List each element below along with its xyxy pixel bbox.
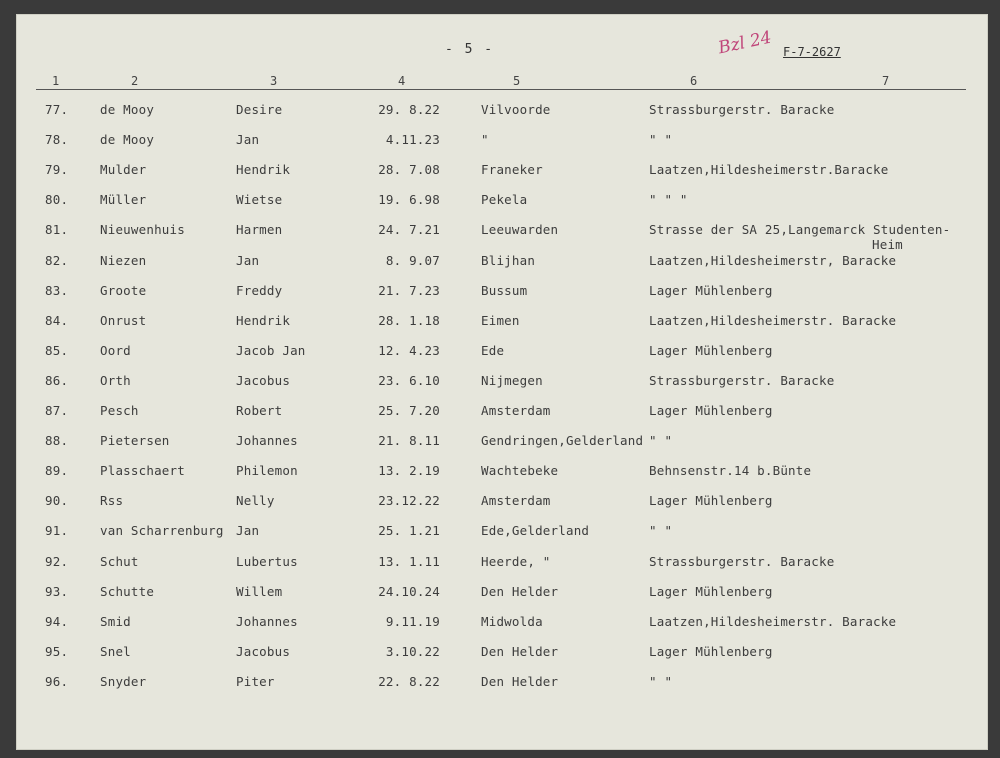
- entry-number: 83.: [45, 282, 69, 298]
- entry-number: 90.: [45, 493, 69, 509]
- table-row: [0, 674, 1000, 692]
- last-name: Smid: [100, 613, 131, 629]
- birth-date: 28. 1.18: [378, 312, 440, 328]
- address: " ": [649, 433, 673, 449]
- entry-number: 87.: [45, 403, 69, 418]
- entry-number: 80.: [45, 192, 69, 208]
- birth-date: 19. 6.98: [378, 192, 440, 208]
- first-name: Wietse: [236, 192, 283, 208]
- birth-place: Gendringen,Gelderland: [481, 433, 644, 449]
- first-name: Johannes: [236, 613, 298, 629]
- birth-place: Midwolda: [481, 613, 543, 629]
- birth-place: Wachtebeke: [481, 463, 559, 479]
- birth-place: Blijhan: [481, 252, 536, 268]
- table-row: [0, 644, 1000, 662]
- page-number: - 5 -: [445, 42, 495, 57]
- first-name: Jan: [236, 252, 260, 268]
- birth-date: 9.11.19: [385, 613, 440, 629]
- last-name: de Mooy: [100, 102, 155, 117]
- last-name: Onrust: [100, 312, 147, 328]
- birth-date: 28. 7.08: [378, 162, 440, 178]
- table-row: [0, 343, 1000, 361]
- birth-place: Amsterdam: [481, 403, 551, 418]
- first-name: Desire: [236, 102, 283, 117]
- last-name: Nieuwenhuis: [100, 222, 185, 238]
- address: Strassburgerstr. Baracke: [649, 102, 835, 117]
- last-name: Plasschaert: [100, 463, 185, 479]
- address: Laatzen,Hildesheimerstr, Baracke: [649, 252, 897, 268]
- birth-place: Eimen: [481, 312, 520, 328]
- birth-date: 22. 8.22: [378, 673, 440, 689]
- birth-place: Ede: [481, 342, 505, 358]
- birth-place: Nijmegen: [481, 372, 543, 388]
- birth-place: Vilvoorde: [481, 102, 551, 117]
- column-number: 3: [270, 74, 278, 88]
- table-row: [0, 283, 1000, 301]
- address-continuation: Heim: [872, 237, 903, 253]
- column-number-header: [0, 74, 1000, 88]
- birth-place: Den Helder: [481, 643, 559, 659]
- birth-date: 4.11.23: [385, 132, 440, 148]
- birth-place: Den Helder: [481, 673, 559, 689]
- address: Behnsenstr.14 b.Bünte: [649, 463, 812, 479]
- entry-number: 93.: [45, 583, 69, 599]
- address: " ": [649, 673, 673, 689]
- address: " " ": [649, 192, 688, 208]
- address: Lager Mühlenberg: [649, 493, 773, 509]
- address: Lager Mühlenberg: [649, 282, 773, 298]
- address: Lager Mühlenberg: [649, 342, 773, 358]
- first-name: Jacobus: [236, 372, 291, 388]
- birth-place: Pekela: [481, 192, 528, 208]
- birth-date: 21. 7.23: [378, 282, 440, 298]
- entry-number: 78.: [45, 132, 69, 148]
- table-row: [0, 554, 1000, 572]
- last-name: Oord: [100, 342, 131, 358]
- last-name: Pietersen: [100, 433, 170, 449]
- column-number: 7: [882, 74, 890, 88]
- entry-number: 92.: [45, 553, 69, 569]
- entry-number: 84.: [45, 312, 69, 328]
- address: Laatzen,Hildesheimerstr. Baracke: [649, 312, 897, 328]
- birth-date: 24. 7.21: [378, 222, 440, 238]
- last-name: Snel: [100, 643, 131, 659]
- birth-date: 21. 8.11: [378, 433, 440, 449]
- table-row: [0, 463, 1000, 481]
- address: Laatzen,Hildesheimerstr.Baracke: [649, 162, 889, 178]
- first-name: Hendrik: [236, 312, 291, 328]
- last-name: Schut: [100, 553, 139, 569]
- table-row: [0, 523, 1000, 541]
- entry-number: 88.: [45, 433, 69, 449]
- address: " ": [649, 132, 673, 148]
- address: Strassburgerstr. Baracke: [649, 553, 835, 569]
- header-rule: [36, 89, 966, 90]
- birth-date: 23. 6.10: [378, 372, 440, 388]
- birth-date: 8. 9.07: [385, 252, 440, 268]
- first-name: Johannes: [236, 433, 298, 449]
- birth-date: 29. 8.22: [378, 102, 440, 117]
- reference-number: F-7-2627: [783, 45, 841, 59]
- entry-number: 94.: [45, 613, 69, 629]
- last-name: de Mooy: [100, 132, 155, 148]
- first-name: Jan: [236, 523, 260, 539]
- table-row: [0, 614, 1000, 632]
- column-number: 4: [398, 74, 406, 88]
- address: Lager Mühlenberg: [649, 403, 773, 418]
- address: Strassburgerstr. Baracke: [649, 372, 835, 388]
- first-name: Freddy: [236, 282, 283, 298]
- last-name: Orth: [100, 372, 131, 388]
- entry-number: 86.: [45, 372, 69, 388]
- entry-number: 85.: [45, 342, 69, 358]
- first-name: Piter: [236, 673, 275, 689]
- column-number: 6: [690, 74, 698, 88]
- last-name: Snyder: [100, 673, 147, 689]
- first-name: Willem: [236, 583, 283, 599]
- last-name: Müller: [100, 192, 147, 208]
- first-name: Robert: [236, 403, 283, 418]
- column-number: 1: [52, 74, 60, 88]
- birth-place: Bussum: [481, 282, 528, 298]
- birth-place: Den Helder: [481, 583, 559, 599]
- address: Lager Mühlenberg: [649, 643, 773, 659]
- birth-place: Amsterdam: [481, 493, 551, 509]
- table-row: [0, 132, 1000, 150]
- birth-place: Ede,Gelderland: [481, 523, 590, 539]
- entry-number: 95.: [45, 643, 69, 659]
- entry-number: 96.: [45, 673, 69, 689]
- table-row: [0, 192, 1000, 210]
- birth-date: 23.12.22: [378, 493, 440, 509]
- address: Strasse der SA 25,Langemarck Studenten-: [649, 222, 951, 238]
- first-name: Philemon: [236, 463, 298, 479]
- last-name: van Scharrenburg: [100, 523, 224, 539]
- address: " ": [649, 523, 673, 539]
- table-row: [0, 403, 1000, 421]
- table-row: [0, 584, 1000, 602]
- handwritten-annotation: Bzl 24: [716, 27, 774, 59]
- birth-place: Leeuwarden: [481, 222, 559, 238]
- birth-place: Franeker: [481, 162, 543, 178]
- last-name: Schutte: [100, 583, 155, 599]
- last-name: Niezen: [100, 252, 147, 268]
- last-name: Pesch: [100, 403, 139, 418]
- birth-place: Heerde, ": [481, 553, 551, 569]
- table-row: [0, 222, 1000, 253]
- address: Laatzen,Hildesheimerstr. Baracke: [649, 613, 897, 629]
- address: Lager Mühlenberg: [649, 583, 773, 599]
- birth-place: ": [481, 132, 489, 148]
- entry-number: 82.: [45, 252, 69, 268]
- entry-number: 79.: [45, 162, 69, 178]
- first-name: Nelly: [236, 493, 275, 509]
- column-number: 5: [513, 74, 521, 88]
- table-row: [0, 102, 1000, 120]
- birth-date: 25. 1.21: [378, 523, 440, 539]
- first-name: Lubertus: [236, 553, 298, 569]
- last-name: Mulder: [100, 162, 147, 178]
- birth-date: 25. 7.20: [378, 403, 440, 418]
- entry-number: 89.: [45, 463, 69, 479]
- birth-date: 13. 1.11: [378, 553, 440, 569]
- birth-date: 24.10.24: [378, 583, 440, 599]
- birth-date: 12. 4.23: [378, 342, 440, 358]
- column-number: 2: [131, 74, 139, 88]
- entry-number: 77.: [45, 102, 69, 117]
- table-row: [0, 493, 1000, 511]
- entry-number: 91.: [45, 523, 69, 539]
- birth-date: 13. 2.19: [378, 463, 440, 479]
- table-row: [0, 373, 1000, 391]
- table-row: [0, 433, 1000, 451]
- first-name: Harmen: [236, 222, 283, 238]
- table-row: [0, 253, 1000, 271]
- entry-number: 81.: [45, 222, 69, 238]
- table-row: [0, 162, 1000, 180]
- birth-date: 3.10.22: [385, 643, 440, 659]
- last-name: Groote: [100, 282, 147, 298]
- table-row: [0, 313, 1000, 331]
- first-name: Jacobus: [236, 643, 291, 659]
- last-name: Rss: [100, 493, 124, 509]
- first-name: Jacob Jan: [236, 342, 306, 358]
- first-name: Hendrik: [236, 162, 291, 178]
- first-name: Jan: [236, 132, 260, 148]
